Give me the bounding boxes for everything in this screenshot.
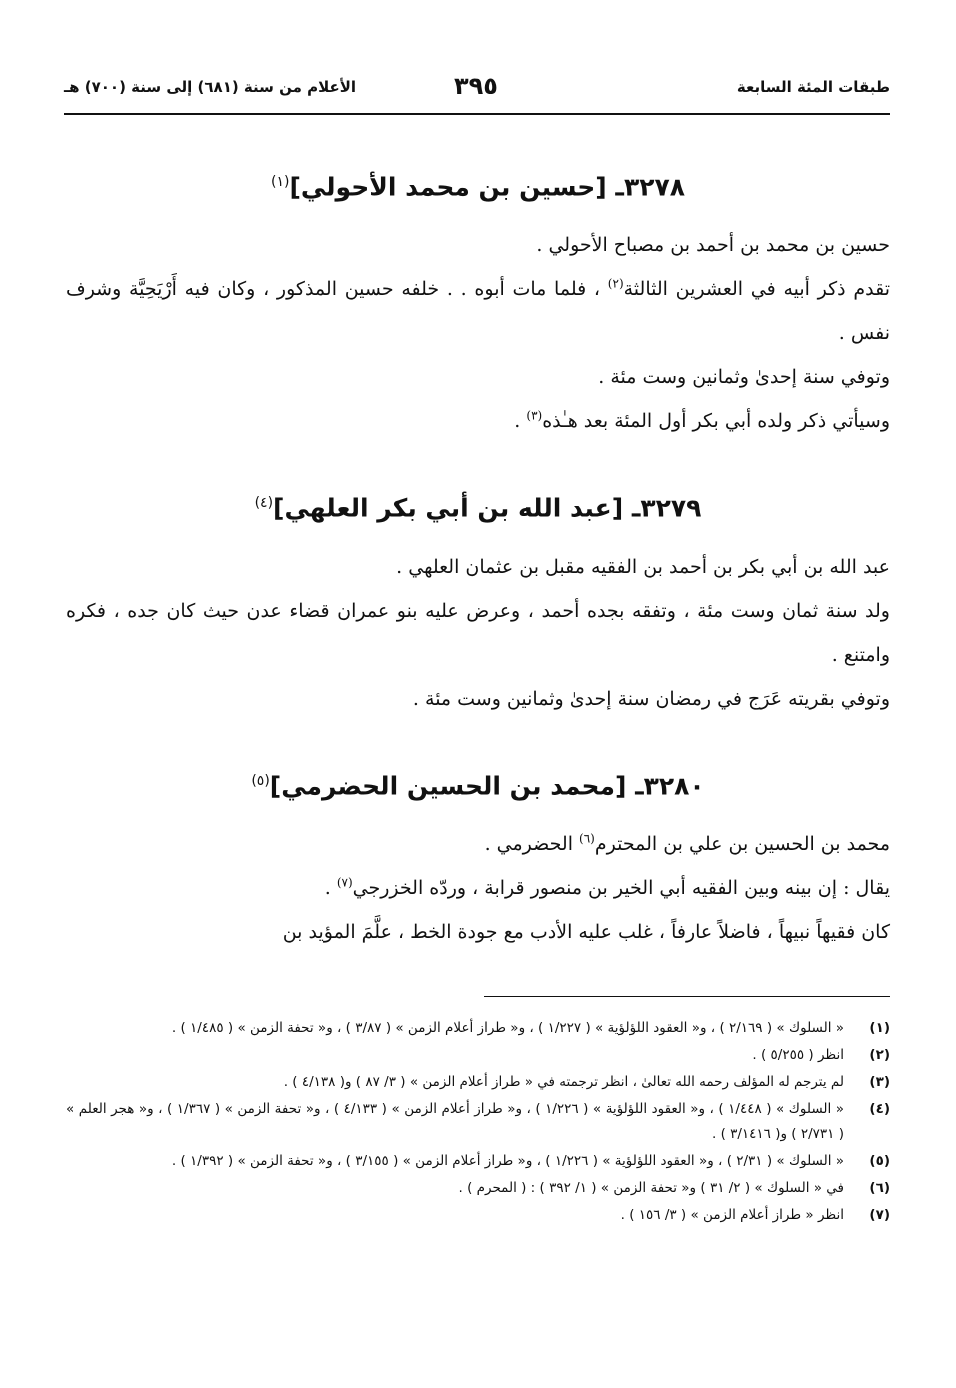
footnote-text: انظر « طراز أعلام الزمن » ( ٣/ ١٥٦ ) .	[620, 1207, 844, 1223]
footnote-number: (٦)	[869, 1180, 890, 1196]
footnote-ref: (١)	[270, 174, 290, 190]
footnote	[66, 1149, 890, 1174]
main-text	[66, 160, 890, 954]
footnote-number: (٤)	[869, 1101, 890, 1117]
footnote-text: لم يترجم له المؤلف رحمه الله تعالىٰ ، انظر ترجمته في « طراز أعلام الزمن » ( ٣/ ٨٧ ) و( ٤/١٣٨ ) .	[283, 1074, 844, 1090]
footnote-ref: (٧)	[336, 875, 353, 890]
footnote	[66, 1176, 890, 1201]
footnote-ref: (٣)	[526, 409, 543, 423]
header-rule	[64, 113, 890, 115]
footnote-ref: (٢)	[607, 277, 624, 291]
paragraph: حسين بن محمد بن أحمد بن مصباح الأحولي .	[536, 234, 890, 257]
footnote	[66, 1203, 890, 1228]
footnote-number: (٥)	[869, 1153, 890, 1169]
footnote-text: في « السلوك » ( ٢/ ٣١ ) و« تحفة الزمن » ( ١/ ٣٩٢ ) : ( المحرم ) .	[458, 1180, 844, 1196]
paragraph: كان فقيهاً نبيهاً ، فاضلاً عارفاً ، غلب عليه الأدب مع جودة الخط ، علَّمَ المؤيد بن	[282, 920, 890, 943]
footnote-ref: (٥)	[251, 772, 270, 789]
paragraph: محمد بن الحسين بن علي بن المحترم$^{(٦)}$ الحضرمي .	[484, 831, 890, 855]
footnote-ref: (٦)	[579, 831, 595, 846]
entry-title: ٣٢٧٨ـ [حسين بن محمد الأحولي]$^{(١)}$	[270, 172, 686, 202]
footnote-number: (٣)	[869, 1074, 890, 1090]
footnote	[66, 1016, 890, 1041]
page-number: ٣٩٥	[454, 72, 498, 100]
running-header-right: طبقات المئة السابعة	[736, 78, 890, 96]
paragraph: عبد الله بن أبي بكر بن أحمد بن الفقيه مقبل بن عثمان العلهي .	[396, 555, 890, 578]
paragraph: ولد سنة ثمان وست مئة ، وتفقه بجده أحمد ، وعرض عليه بنو عمران قضاء عدن حيث كان جده ، فكره وامتنع .	[66, 599, 890, 666]
running-header-left: الأعلام من سنة (٦٨١) إلى سنة (٧٠٠) هـ	[64, 78, 357, 96]
footnote-number: (٢)	[869, 1047, 890, 1063]
footnote	[66, 1070, 890, 1095]
paragraph: تقدم ذكر أبيه في العشرين الثالثة$^{(٢)}$ ، فلما مات أبوه . . خلفه حسين المذكور ، وكان فيه أَرْيَحِيَّة وشرف نفس .	[66, 277, 891, 345]
footnote-number: (٧)	[869, 1207, 890, 1223]
entry	[66, 759, 890, 954]
paragraph: وتوفي بقريته عَرَج في رمضان سنة إحدىٰ وثمانين وست مئة .	[412, 687, 890, 710]
footnote-ref: (٤)	[254, 495, 274, 512]
entry	[66, 160, 890, 443]
entry-title: ٣٢٧٩ـ [عبد الله بن أبي بكر العلهي]$^{(٤)}$	[254, 493, 702, 523]
paragraph: وسيأتي ذكر ولده أبي بكر أول المئة بعد هـٰذه$^{(٣)}$ .	[514, 409, 890, 433]
footnote-rule	[484, 996, 890, 997]
page-header	[64, 72, 890, 112]
footnote	[66, 1097, 890, 1147]
footnote-text: انظر ( ٥/٢٥٥ ) .	[752, 1047, 844, 1063]
footnote-number: (١)	[869, 1020, 890, 1036]
entry-title: ٣٢٨٠ـ [محمد بن الحسين الحضرمي]$^{(٥)}$	[251, 770, 705, 800]
footnote-text: « السلوك » ( ١/٤٤٨ ) ، و« العقود اللؤلؤية » ( ١/٢٢٦ ) ، و« طراز أعلام الزمن » ( ٤/١٣٣ ) ، و« تحفة الزمن » ( ١/٣٦٧ ) ، و« هجر العلم » ( ٢/٧٣١ ) و( ٣/١٤١٦ ) .	[66, 1101, 844, 1142]
footnote-text: « السلوك » ( ٢/١٦٩ ) ، و« العقود اللؤلؤية » ( ١/٢٢٧ ) ، و« طراز أعلام الزمن » ( ٣/٨٧ ) ، و« تحفة الزمن » ( ١/٤٨٥ ) .	[171, 1020, 844, 1036]
paragraph: يقال : إن بينه وبين الفقيه أبي الخير بن منصور قرابة ، وردّه الخزرجي$^{(٧)}$ .	[324, 875, 890, 899]
footnotes	[66, 1016, 890, 1230]
footnote-text: « السلوك » ( ٢/٣١ ) ، و« العقود اللؤلؤية » ( ١/٢٢٦ ) ، و« طراز أعلام الزمن » ( ٣/١٥٥ ) ، و« تحفة الزمن » ( ١/٣٩٢ ) .	[171, 1153, 844, 1169]
footnote	[66, 1043, 890, 1068]
entry	[66, 481, 890, 720]
paragraph: وتوفي سنة إحدىٰ وثمانين وست مئة .	[598, 366, 890, 389]
